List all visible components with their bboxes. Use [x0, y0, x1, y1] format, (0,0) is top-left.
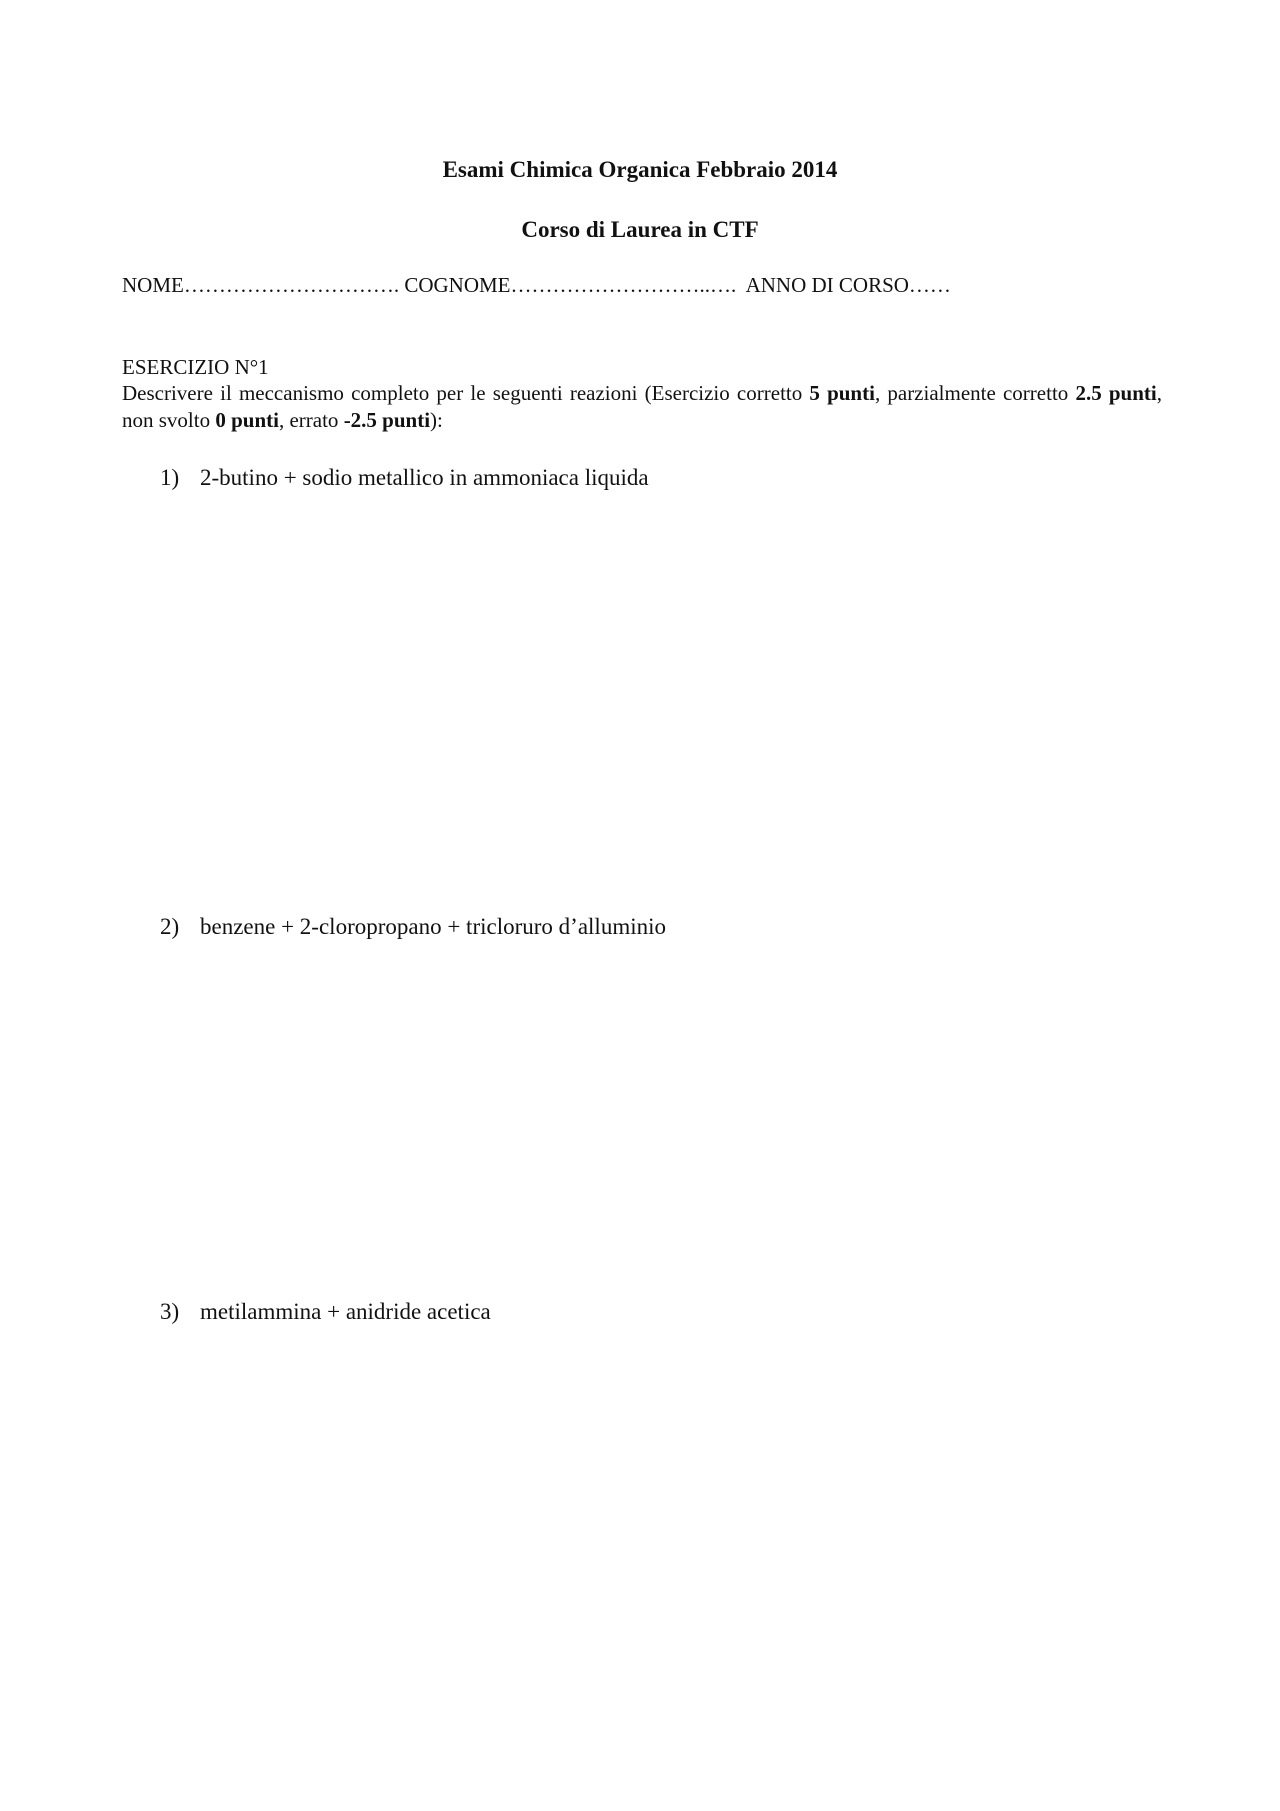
exam-title: Esami Chimica Organica Febbraio 2014 [442, 157, 838, 182]
exercise-heading: ESERCIZIO N°1 [122, 355, 269, 379]
undone-points: 0 punti [215, 408, 279, 432]
exercise-instruction [122, 380, 1162, 434]
instruction-sep-3: , errato [278, 408, 344, 432]
reaction-text: metilammina + anidride acetica [200, 1299, 491, 1324]
reaction-text: 2-butino + sodio metallico in ammoniaca liquida [200, 465, 649, 490]
reaction-number: 3) [160, 1299, 180, 1324]
partial-points: 2.5 punti [1075, 381, 1157, 405]
reaction-item [160, 913, 666, 941]
student-info-line: NOME…………………………. COGNOME………………………..…. ANNO DI CORSO…… [122, 273, 951, 297]
reaction-item [160, 464, 649, 492]
instruction-sep-1: , parzialmente corretto [874, 381, 1076, 405]
reaction-number: 1) [160, 465, 180, 490]
instruction-intro: Descrivere il meccanismo completo per le seguenti reazioni (Esercizio corretto [122, 381, 810, 405]
instruction-sep-2: , non svolto [122, 381, 1162, 432]
reaction-number: 2) [160, 914, 180, 939]
reaction-item [160, 1298, 491, 1326]
reaction-text: benzene + 2-cloropropano + tricloruro d’alluminio [200, 914, 666, 939]
course-subtitle: Corso di Laurea in CTF [521, 217, 759, 242]
wrong-points: -2.5 punti [343, 408, 431, 432]
instruction-end: ): [430, 408, 443, 432]
correct-points: 5 punti [809, 381, 875, 405]
